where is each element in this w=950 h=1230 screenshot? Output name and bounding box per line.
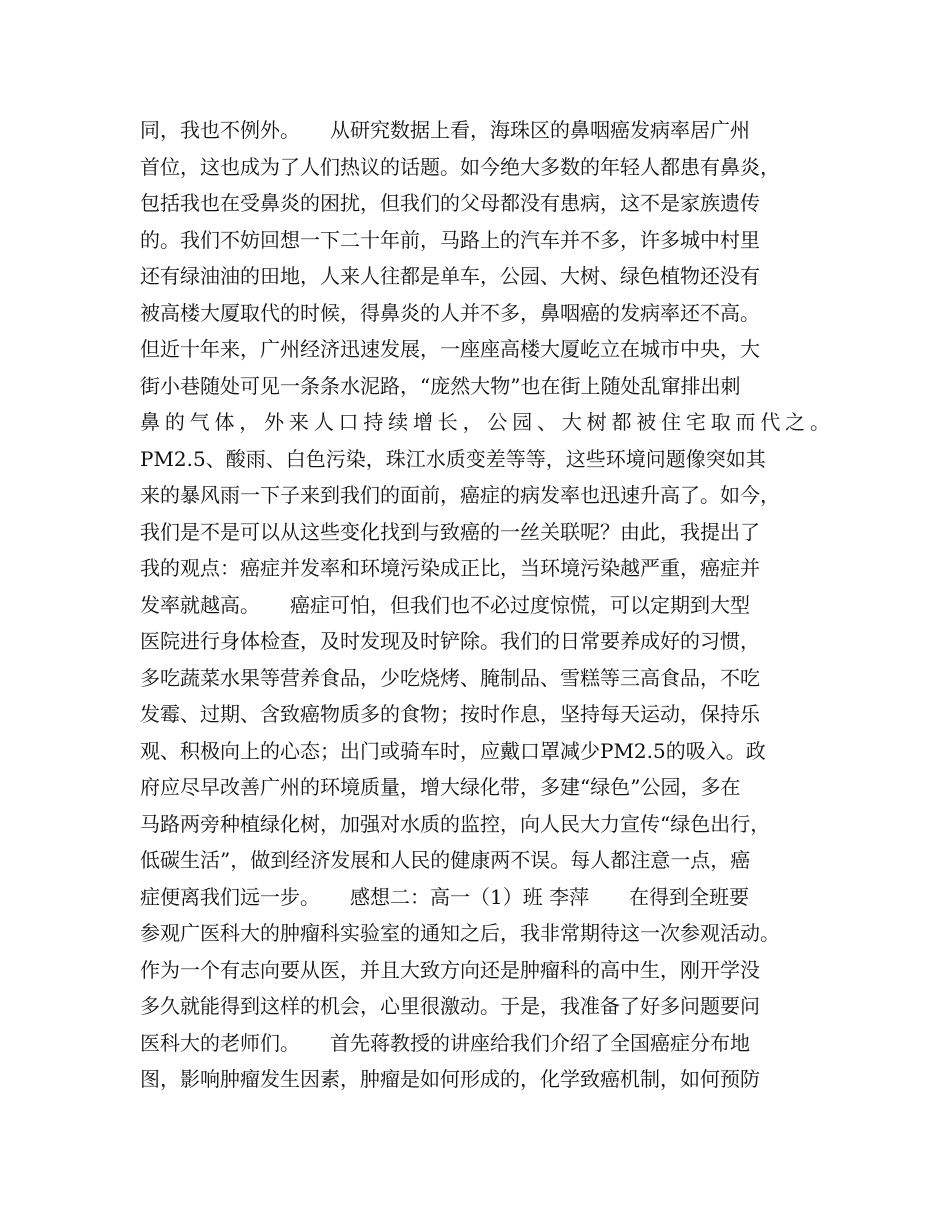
text-line: 发霉、过期、含致癌物质多的食物；按时作息，坚持每天运动，保持乐: [140, 702, 760, 726]
text-line: 多久就能得到这样的机会，心里很激动。于是，我准备了好多问题要问: [140, 994, 760, 1018]
text-line: 街小巷随处可见一条条水泥路，“庞然大物”也在街上随处乱窜排出刺: [140, 373, 741, 398]
text-line: 观、积极向上的心态；出门或骑车时，应戴口罩减少PM2.5的吸入。政: [140, 738, 766, 763]
body-text: [140, 112, 830, 1098]
text-line: 来的暴风雨一下子来到我们的面前，癌症的病发率也迅速升高了。如今，: [140, 483, 780, 507]
text-line: 多吃蔬菜水果等营养食品，少吃烧烤、腌制品、雪糕等三高食品，不吃: [140, 665, 760, 690]
text-line: 医院进行身体检查，及时发现及时铲除。我们的日常要养成好的习惯，: [140, 629, 760, 653]
text-line: 但近十年来，广州经济迅速发展，一座座高楼大厦屹立在城市中央，大: [140, 337, 760, 361]
text-line: 我的观点：癌症并发率和环境污染成正比，当环境污染越严重，癌症并: [140, 556, 760, 580]
text-line: 包括我也在受鼻炎的困扰，但我们的父母都没有患病，这不是家族遗传: [140, 191, 760, 215]
text-line: 府应尽早改善广州的环境质量，增大绿化带，多建“绿色”公园，多在: [140, 775, 741, 799]
text-line: 鼻的气体，外来人口持续增长，公园、大树都被住宅取而代之。: [140, 410, 830, 434]
text-line: 低碳生活”，做到经济发展和人民的健康两不误。每人都注意一点，癌: [140, 848, 751, 872]
text-line: 被高楼大厦取代的时候，得鼻炎的人并不多，鼻咽癌的发病率还不高。: [140, 300, 760, 325]
text-line: 症便离我们远一步。 感想二：高一（1）班 李萍 在得到全班要: [140, 884, 750, 909]
text-line: 图，影响肿瘤发生因素，肿瘤是如何形成的，化学致癌机制，如何预防: [140, 1067, 760, 1091]
text-line: 参观广医科大的肿瘤科实验室的通知之后，我非常期待这一次参观活动。: [140, 921, 780, 945]
text-line: PM2.5、酸雨、白色污染，珠江水质变差等等，这些环境问题像突如其: [140, 446, 766, 471]
text-line: 的。我们不妨回想一下二十年前，马路上的汽车并不多，许多城中村里: [140, 227, 760, 252]
text-line: 还有绿油油的田地，人来人往都是单车，公园、大树、绿色植物还没有: [140, 264, 760, 288]
text-line: 我们是不是可以从这些变化找到与致癌的一丝关联呢？由此，我提出了: [140, 519, 760, 544]
text-line: 发率就越高。 癌症可怕，但我们也不必过度惊慌，可以定期到大型: [140, 592, 750, 617]
text-line: 首位，这也成为了人们热议的话题。如今绝大多数的年轻人都患有鼻炎，: [140, 154, 780, 179]
text-line: 马路两旁种植绿化树，加强对水质的监控，向人民大力宣传“绿色出行，: [140, 811, 771, 836]
text-line: 医科大的老师们。 首先蒋教授的讲座给我们介绍了全国癌症分布地: [140, 1030, 750, 1055]
text-line: 同，我也不例外。 从研究数据上看，海珠区的鼻咽癌发病率居广州: [140, 118, 750, 142]
text-line: 作为一个有志向要从医，并且大致方向还是肿瘤科的高中生，刚开学没: [140, 957, 760, 982]
